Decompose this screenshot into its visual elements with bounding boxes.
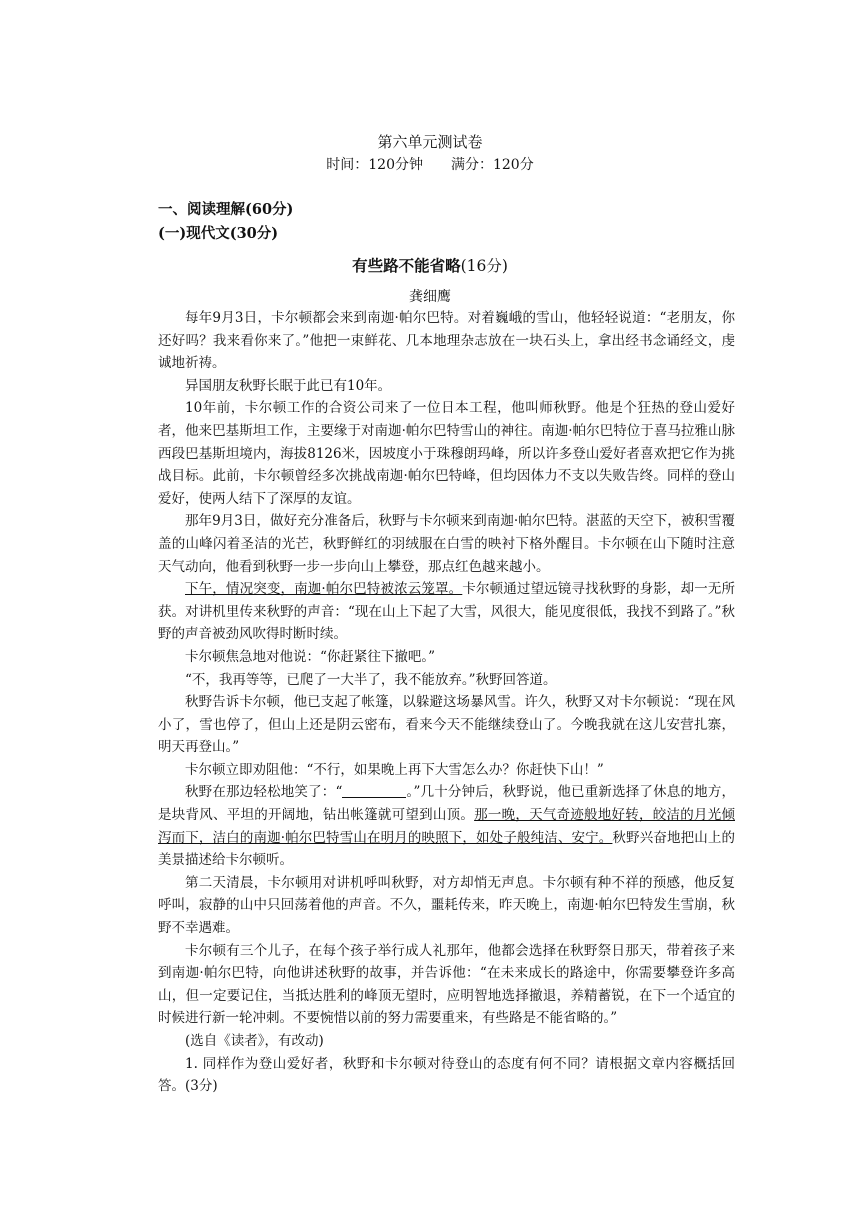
paragraph: 异国朋友秋野长眠于此已有10年。	[185, 377, 392, 394]
paragraph-text: 秋野在那边轻松地笑了：“	[185, 784, 343, 801]
paragraph-text: 秋野兴奋地把山上的美景描述给卡尔顿听。	[158, 829, 736, 869]
paragraph	[158, 781, 735, 871]
paragraph: 第二天清晨，卡尔顿用对讲机呼叫秋野，对方却悄无声息。卡尔顿有种不祥的预感，他反复呼叫，寂静的山中只回荡着他的声音。不久，噩耗传来，昨天晚上，南迦·帕尔巴特发生雪崩，秋野不幸遇难。	[158, 874, 735, 937]
paragraph-text: 卡尔顿通过望远镜寻找秋野的身影，却一无所获。对讲机里传来秋野的声音：“现在山上下起了大雪，风很大，能见度很低，我找不到路了。”秋野的声音被劲风吹得时断时续。	[158, 581, 736, 643]
article-title	[0, 254, 860, 276]
fill-in-blank[interactable]	[342, 783, 406, 798]
paragraph: “不，我再等等，已爬了一大半了，我不能放弃。”秋野回答道。	[185, 671, 557, 688]
article-points: (16分)	[460, 257, 508, 275]
article-title-text: 有些路不能省略	[352, 257, 461, 275]
underlined-sentence: 那一晚，天气奇迹般地好转，皎洁的月光倾泻而下，洁白的南迦·帕尔巴特雪山在明月的映照下，如处子般纯洁、安宁。	[158, 807, 735, 846]
question-1: 1. 同样作为登山爱好者，秋野和卡尔顿对待登山的态度有何不同？请根据文章内容概括回答。(3分)	[158, 1055, 735, 1095]
paragraph: 卡尔顿立即劝阻他：“不行，如果晚上再下大雪怎么办？你赶快下山！”	[185, 761, 604, 778]
underlined-sentence: 下午，情况突变，南迦·帕尔巴特被浓云笼罩。	[185, 581, 463, 598]
exam-title: 第六单元测试卷	[377, 133, 483, 151]
article-body	[158, 307, 735, 1098]
paragraph: 卡尔顿有三个儿子，在每个孩子举行成人礼那年，他都会选择在秋野祭日那天，带着孩子来到南迦·帕尔巴特，向他讲述秋野的故事，并告诉他：“在未来成长的路途中，你需要攀登许多高山，但一定要记住，当抵达胜利的峰顶无望时，应明智地选择撤退，养精蓄锐，在下一个适宜的时候进行新一轮冲刺。不要惋惜以前的努力需要重来，有些路是不能省略的。”	[158, 942, 735, 1027]
paragraph: 每年9月3日，卡尔顿都会来到南迦·帕尔巴特。对着巍峨的雪山，他轻轻说道：“老朋友，你还好吗？我来看你来了。”他把一束鲜花、几本地理杂志放在一块石头上，拿出经书念诵经文，虔诚地祈祷。	[158, 310, 735, 372]
exam-info: 时间：120分钟 满分：120分	[326, 157, 534, 173]
section-heading-modern-text: (一)现代文(30分)	[158, 225, 279, 242]
article-author: 龚细鹰	[409, 289, 451, 305]
paragraph: 10年前，卡尔顿工作的合资公司来了一位日本工程，他叫师秋野。他是个狂热的登山爱好者，他来巴基斯坦工作，主要缘于对南迦·帕尔巴特雪山的神往。南迦·帕尔巴特位于喜马拉雅山脉西段巴基斯坦境内，海拔8126米，因坡度小于珠穆朗玛峰，所以许多登山爱好者喜欢把它作为挑战目标。此前，卡尔顿曾经多次挑战南迦·帕尔巴特峰，但均因体力不支以失败告终。同样的登山爱好，使两人结下了深厚的友谊。	[158, 400, 735, 507]
article-source: (选自《读者》，有改动)	[185, 1033, 324, 1049]
paragraph: 卡尔顿焦急地对他说：“你赶紧往下撤吧。”	[185, 648, 436, 665]
paragraph: 那年9月3日，做好充分准备后，秋野与卡尔顿来到南迦·帕尔巴特。湛蓝的天空下，被积雪覆盖的山峰闪着圣洁的光芒，秋野鲜红的羽绒服在白雪的映衬下格外醒目。卡尔顿在山下随时注意天气动向，他看到秋野一步一步向山上攀登，那点红色越来越小。	[158, 513, 735, 575]
paragraph	[158, 578, 735, 646]
paragraph-text: 。”几十分钟后，秋野说，他已重新选择了休息的地方，是块背风、平坦的开阔地，钻出帐篷就可望到山顶。	[158, 784, 735, 824]
section-heading-reading: 一、阅读理解(60分)	[158, 201, 294, 218]
paragraph: 秋野告诉卡尔顿，他已支起了帐篷，以躲避这场暴风雪。许久，秋野又对卡尔顿说：“现在风小了，雪也停了，但山上还是阴云密布，看来今天不能继续登山了。今晚我就在这儿安营扎寨，明天再登山。”	[158, 694, 735, 756]
